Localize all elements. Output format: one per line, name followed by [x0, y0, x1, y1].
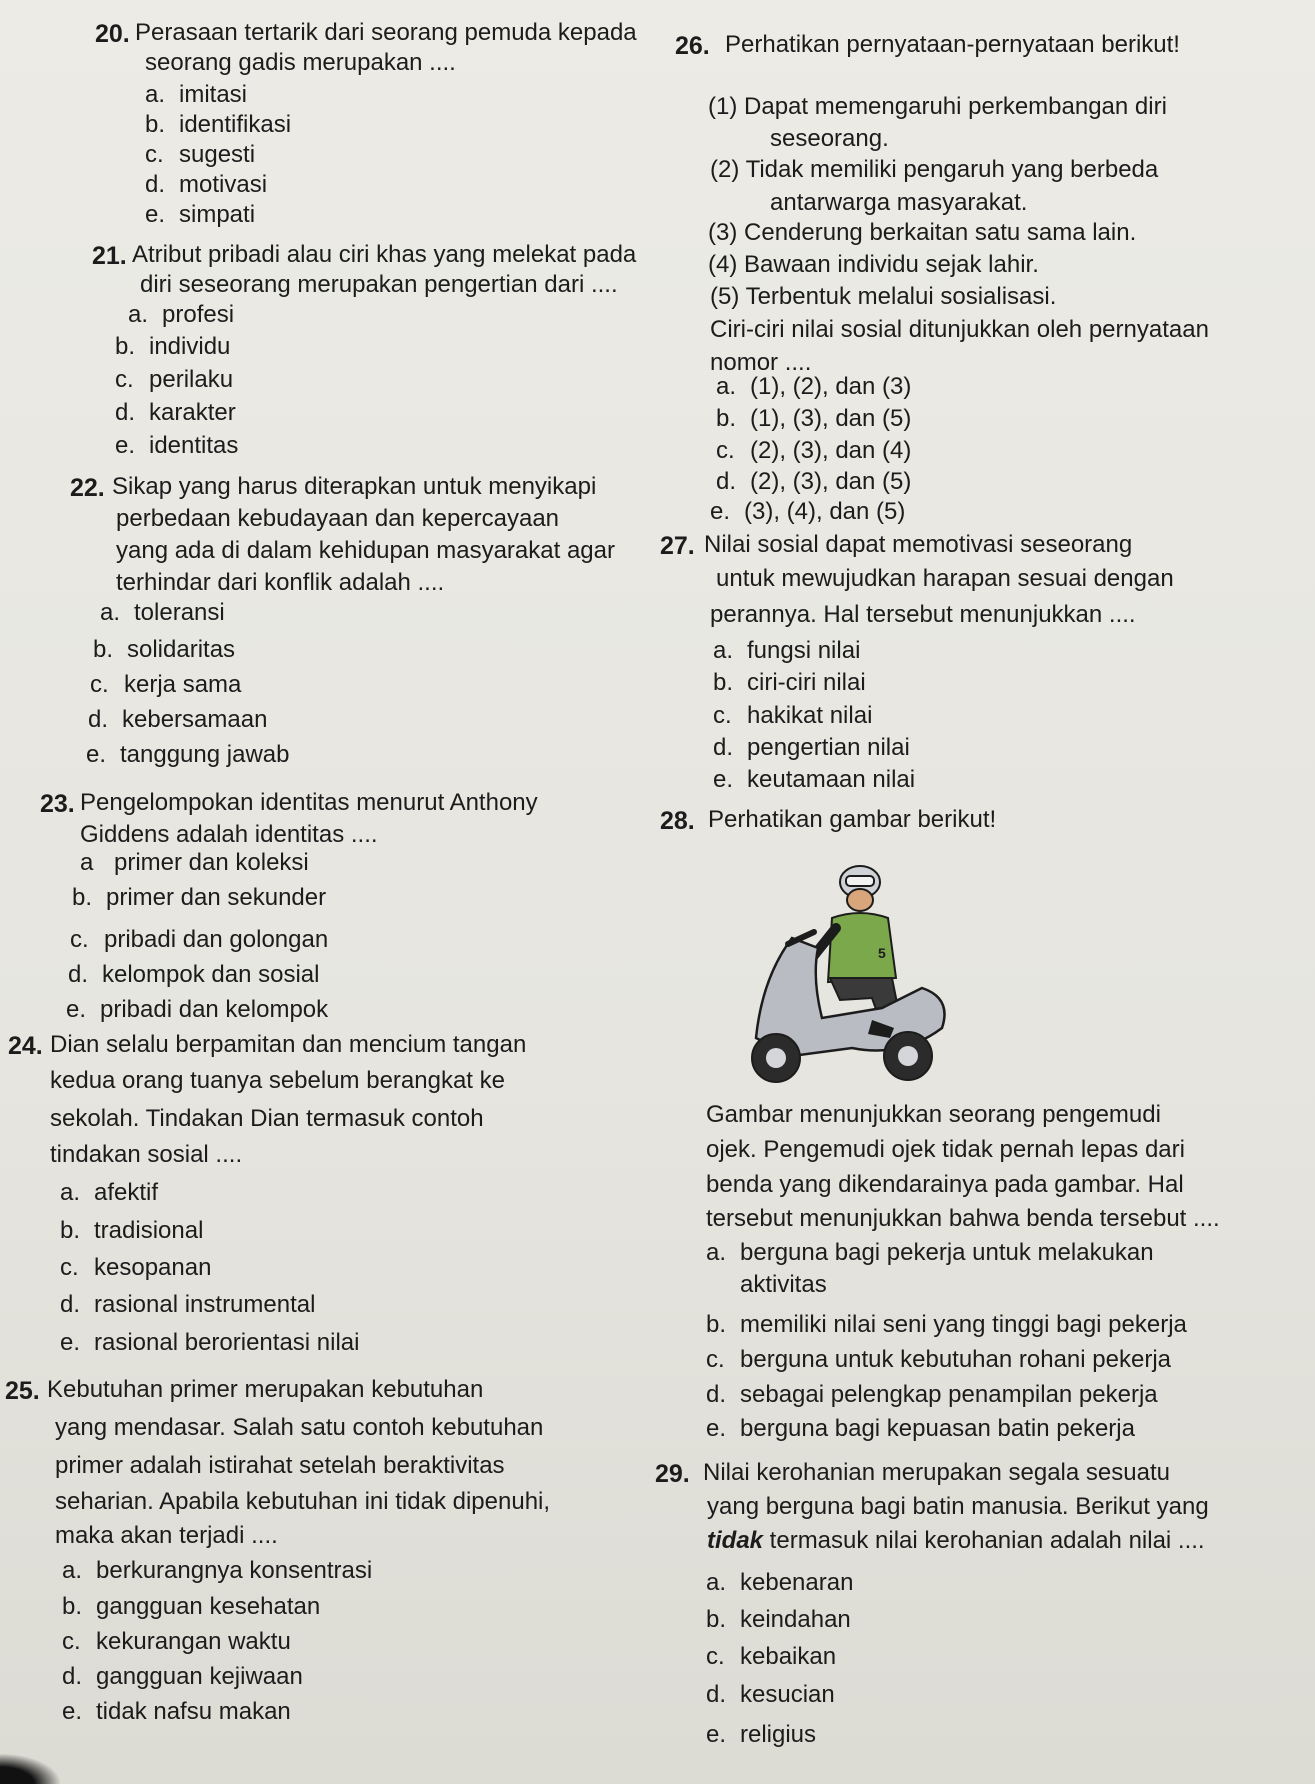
statement-2: (2) Tidak memiliki pengaruh yang berbeda [710, 156, 1159, 183]
question-number: 25. [5, 1377, 40, 1405]
figure-caption: tersebut menunjukkan bahwa benda tersebut .... [706, 1205, 1220, 1232]
option-d[interactable]: d. sebagai pelengkap penampilan pekerja [706, 1381, 1158, 1408]
question-stem: sekolah. Tindakan Dian termasuk contoh [50, 1105, 484, 1132]
option-a[interactable]: a. toleransi [100, 599, 225, 626]
option-e[interactable]: e. tanggung jawab [86, 741, 290, 768]
question-stem: untuk mewujudkan harapan sesuai dengan [716, 565, 1174, 592]
option-e[interactable]: e. identitas [115, 432, 239, 459]
question-number: 20. [95, 20, 130, 48]
statement-2-cont: antarwarga masyarakat. [770, 189, 1028, 216]
option-d[interactable]: d. pengertian nilai [713, 734, 910, 761]
question-stem: perbedaan kebudayaan dan kepercayaan [116, 505, 560, 532]
option-b[interactable]: b. (1), (3), dan (5) [716, 405, 912, 432]
option-a[interactable]: a. (1), (2), dan (3) [716, 373, 912, 400]
question-stem: Nilai sosial dapat memotivasi seseorang [704, 531, 1133, 558]
option-d[interactable]: d. kesucian [706, 1681, 835, 1708]
goggles [846, 876, 874, 886]
option-a[interactable]: a. berguna bagi pekerja untuk melakukan [706, 1239, 1154, 1266]
option-d[interactable]: d. rasional instrumental [60, 1291, 316, 1318]
question-stem: Perasaan tertarik dari seorang pemuda kepada [135, 19, 637, 46]
question-stem: Giddens adalah identitas .... [80, 821, 378, 848]
option-b[interactable]: b. primer dan sekunder [72, 884, 327, 911]
option-b[interactable]: b. solidaritas [93, 636, 236, 663]
option-a[interactable]: a. afektif [60, 1179, 159, 1206]
option-a[interactable]: a. berkurangnya konsentrasi [62, 1557, 373, 1584]
statement-1-cont: seseorang. [770, 125, 889, 152]
option-d[interactable]: d. karakter [115, 399, 236, 426]
option-c[interactable]: c. kesopanan [60, 1254, 212, 1281]
option-c[interactable]: c. kekurangan waktu [62, 1628, 291, 1655]
question-stem: Kebutuhan primer merupakan kebutuhan [47, 1376, 484, 1403]
figure-caption: ojek. Pengemudi ojek tidak pernah lepas dari [706, 1136, 1185, 1163]
question-number: 29. [655, 1460, 690, 1488]
question-stem: seharian. Apabila kebutuhan ini tidak dipenuhi, [55, 1488, 551, 1515]
option-d[interactable]: d. kelompok dan sosial [68, 961, 320, 988]
option-b[interactable]: b. keindahan [706, 1606, 851, 1633]
option-c[interactable]: c. kebaikan [706, 1643, 837, 1670]
question-stem: Dian selalu berpamitan dan mencium tangan [50, 1031, 527, 1058]
option-a[interactable]: a. kebenaran [706, 1569, 854, 1596]
option-b[interactable]: b. individu [115, 333, 231, 360]
option-e[interactable]: e. rasional berorientasi nilai [60, 1329, 360, 1356]
option-a-cont: aktivitas [740, 1271, 827, 1298]
question-stem: tidak termasuk nilai kerohanian adalah nilai .... [707, 1527, 1205, 1554]
option-e[interactable]: e. religius [706, 1721, 817, 1748]
statement-4: (4) Bawaan individu sejak lahir. [708, 251, 1039, 278]
option-c[interactable]: c. kerja sama [90, 671, 242, 698]
question-stem: maka akan terjadi .... [55, 1522, 278, 1549]
option-e[interactable]: e. pribadi dan kelompok [66, 996, 329, 1023]
option-c[interactable]: c. sugesti [145, 141, 256, 168]
question-number: 26. [675, 32, 710, 60]
question-stem: Nilai kerohanian merupakan segala sesuatu [703, 1459, 1170, 1486]
option-d[interactable]: d. (2), (3), dan (5) [716, 468, 912, 495]
question-stem: diri seseorang merupakan pengertian dari .... [140, 271, 618, 298]
option-e[interactable]: e. (3), (4), dan (5) [710, 498, 906, 525]
question-closing: nomor .... [710, 349, 812, 376]
option-b[interactable]: b. identifikasi [145, 111, 292, 138]
question-number: 21. [92, 242, 127, 270]
question-number: 23. [40, 790, 75, 818]
option-b[interactable]: b. gangguan kesehatan [62, 1593, 321, 1620]
question-stem: yang mendasar. Salah satu contoh kebutuhan [55, 1414, 544, 1441]
jacket-number: 5 [878, 945, 886, 961]
option-a[interactable]: a. imitasi [145, 81, 248, 108]
question-stem: Atribut pribadi alau ciri khas yang melekat pada [132, 241, 637, 268]
question-stem: yang ada di dalam kehidupan masyarakat agar [116, 537, 615, 564]
option-e[interactable]: e. keutamaan nilai [713, 766, 916, 793]
option-e[interactable]: e. tidak nafsu makan [62, 1698, 291, 1725]
question-number: 24. [8, 1032, 43, 1060]
option-a[interactable]: a. profesi [128, 301, 235, 328]
option-c[interactable]: c. pribadi dan golongan [70, 926, 329, 953]
question-number: 22. [70, 474, 105, 502]
option-d[interactable]: d. kebersamaan [88, 706, 268, 733]
question-stem: perannya. Hal tersebut menunjukkan .... [710, 601, 1136, 628]
question-stem: Perhatikan gambar berikut! [708, 806, 997, 833]
figure-caption: benda yang dikendarainya pada gambar. Hal [706, 1171, 1184, 1198]
question-stem: terhindar dari konflik adalah .... [116, 569, 445, 596]
question-closing: Ciri-ciri nilai sosial ditunjukkan oleh pernyataan [710, 316, 1209, 343]
rear-wheel-hub [898, 1046, 918, 1066]
figure-caption: Gambar menunjukkan seorang pengemudi [706, 1101, 1161, 1128]
question-stem: Pengelompokan identitas menurut Anthony [80, 789, 538, 816]
question-stem: yang berguna bagi batin manusia. Berikut yang [707, 1493, 1209, 1520]
question-stem: Sikap yang harus diterapkan untuk menyikapi [112, 473, 597, 500]
option-b[interactable]: b. ciri-ciri nilai [713, 669, 866, 696]
question-stem: seorang gadis merupakan .... [145, 49, 456, 76]
front-wheel-hub [766, 1048, 786, 1068]
option-d[interactable]: d. gangguan kejiwaan [62, 1663, 303, 1690]
option-c[interactable]: c. hakikat nilai [713, 702, 873, 729]
question-stem: primer adalah istirahat setelah beraktivitas [55, 1452, 505, 1479]
option-a[interactable]: a. fungsi nilai [713, 637, 861, 664]
question-number: 27. [660, 532, 695, 560]
option-c[interactable]: c. berguna untuk kebutuhan rohani pekerja [706, 1346, 1171, 1373]
option-e[interactable]: e. berguna bagi kepuasan batin pekerja [706, 1415, 1135, 1442]
question-number: 28. [660, 807, 695, 835]
face [847, 889, 873, 911]
option-b[interactable]: b. memiliki nilai seni yang tinggi bagi pekerja [706, 1311, 1187, 1338]
option-c[interactable]: c. perilaku [115, 366, 234, 393]
option-a[interactable]: a primer dan koleksi [80, 849, 309, 876]
statement-5: (5) Terbentuk melalui sosialisasi. [710, 283, 1057, 310]
statement-1: (1) Dapat memengaruhi perkembangan diri [708, 93, 1167, 120]
option-c[interactable]: c. (2), (3), dan (4) [716, 437, 912, 464]
ojek-driver-illustration [732, 858, 962, 1090]
page-shadow [0, 1754, 60, 1784]
jacket [828, 913, 896, 982]
option-b[interactable]: b. tradisional [60, 1217, 204, 1244]
question-stem: Perhatikan pernyataan-pernyataan berikut! [725, 31, 1180, 58]
statement-3: (3) Cenderung berkaitan satu sama lain. [708, 219, 1137, 246]
option-e[interactable]: e. simpati [145, 201, 256, 228]
option-d[interactable]: d. motivasi [145, 171, 268, 198]
question-stem: kedua orang tuanya sebelum berangkat ke [50, 1067, 505, 1094]
question-stem: tindakan sosial .... [50, 1141, 243, 1168]
